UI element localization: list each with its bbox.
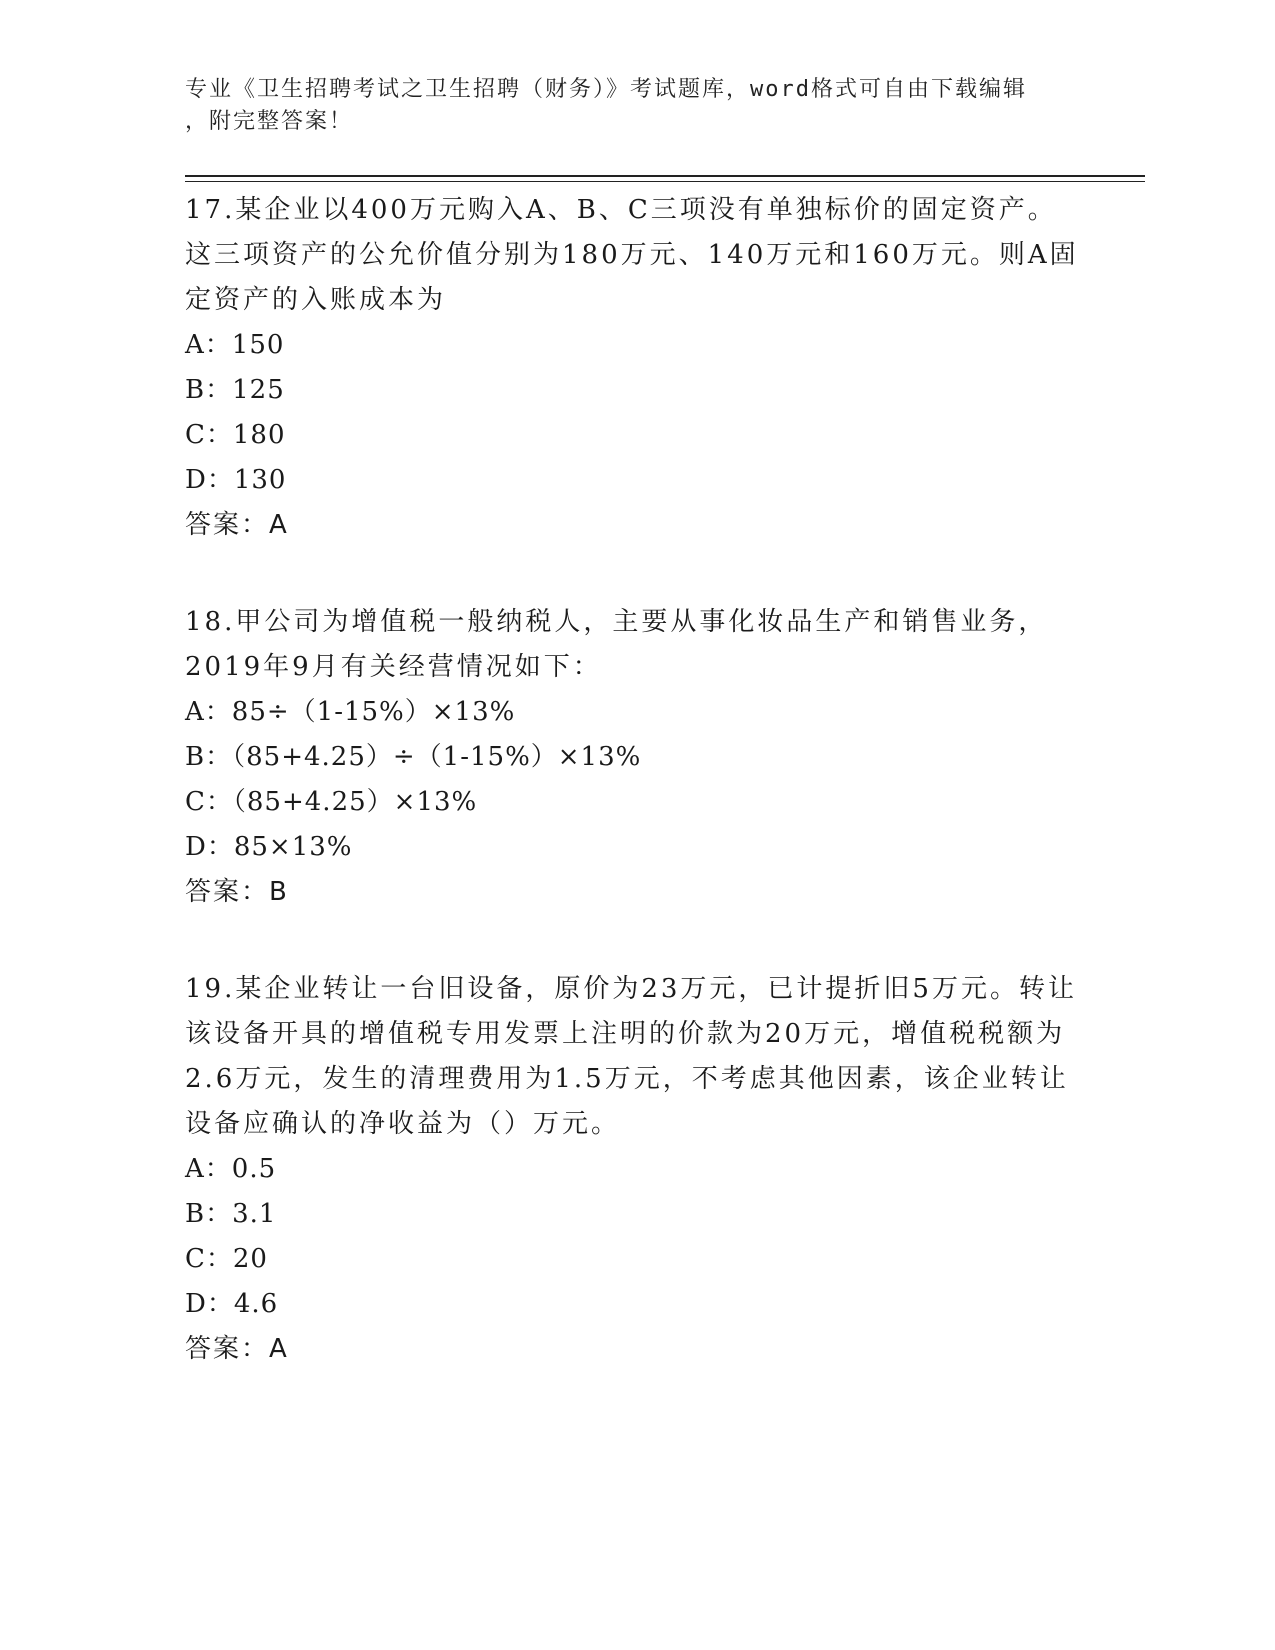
question-18 [185,600,1085,915]
header-line-1: 专业《卫生招聘考试之卫生招聘（财务）》考试题库，word格式可自由下载编辑 [185,77,1027,102]
option-c: C：（85+4.25）×13% [185,787,478,817]
option-b: B：125 [185,375,285,405]
answer-line: 答案：B [185,877,289,907]
answer-line: 答案：A [185,1334,289,1364]
header-divider-thick [185,175,1145,177]
question-19 [185,967,1085,1372]
option-a: A：0.5 [185,1154,277,1184]
option-b: B：3.1 [185,1199,277,1229]
question-stem: 17.某企业以400万元购入A、B、C三项没有单独标价的固定资产。这三项资产的公允价值分别为180万元、140万元和160万元。则A固定资产的入账成本为 [185,195,1079,315]
option-d: D：85×13% [185,832,353,862]
answer-line: 答案：A [185,510,289,540]
option-a: A：85÷（1-15%）×13% [185,697,516,727]
header-divider-thin [185,181,1145,182]
question-stem: 19.某企业转让一台旧设备，原价为23万元，已计提折旧5万元。转让该设备开具的增值税专用发票上注明的价款为20万元，增值税税额为2.6万元，发生的清理费用为1.5万元，不考虑其他因素，该企业转让设备应确认的净收益为（）万元。 [185,974,1077,1139]
option-c: C：180 [185,420,286,450]
option-b: B：（85+4.25）÷（1-15%）×13% [185,742,642,772]
option-d: D：4.6 [185,1289,279,1319]
header-line-2: ，附完整答案！ [185,109,354,134]
question-list [185,188,1085,1424]
option-d: D：130 [185,465,287,495]
question-17 [185,188,1085,548]
question-stem: 18.甲公司为增值税一般纳税人，主要从事化妆品生产和销售业务，2019年9月有关经营情况如下： [185,607,1048,682]
document-header [185,74,1065,138]
option-a: A：150 [185,330,285,360]
option-c: C：20 [185,1244,268,1274]
